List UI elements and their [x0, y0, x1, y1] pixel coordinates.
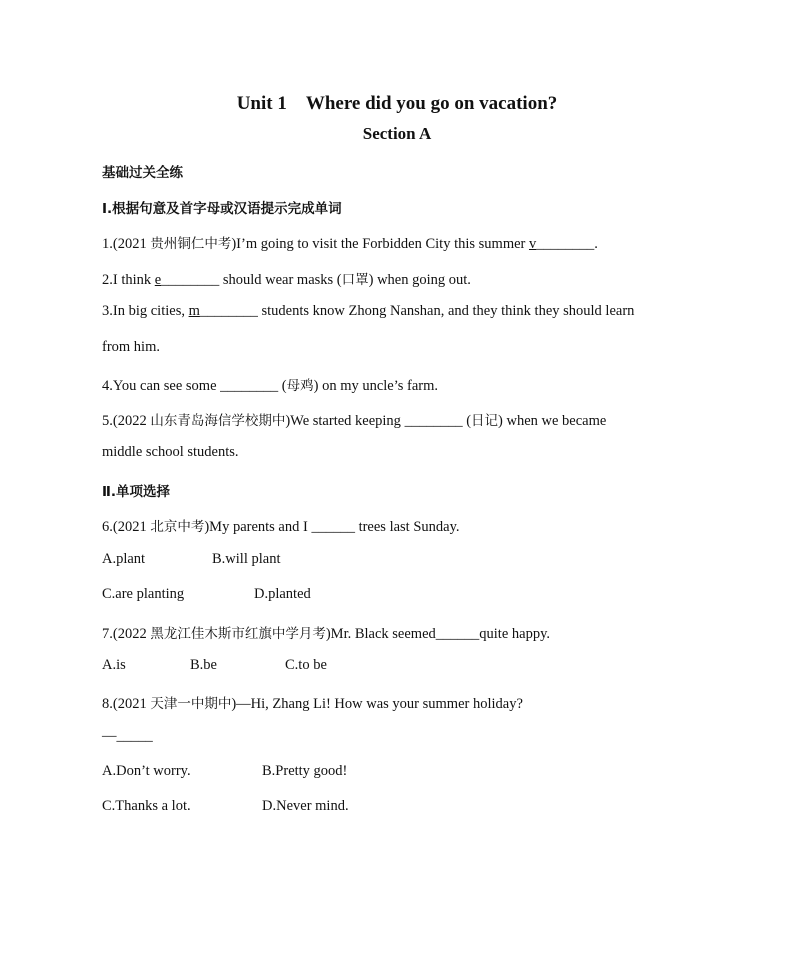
- question-2: 2.I think e________ should wear masks (口罩) when going out.: [102, 272, 471, 288]
- answer-blank[interactable]: ________: [536, 236, 595, 252]
- hint-letter: v: [528, 236, 537, 252]
- question-5: 5.(2022 山东青岛海信学校期中)We started keeping ________ (日记) when we became: [102, 413, 607, 429]
- option-d[interactable]: D.Never mind.: [262, 798, 349, 814]
- answer-blank[interactable]: ________: [220, 378, 279, 394]
- option-a[interactable]: A.Don’t worry.: [102, 763, 191, 779]
- question-source: 北京中考: [150, 519, 205, 535]
- question-source: 贵州铜仁中考: [150, 236, 232, 252]
- answer-blank[interactable]: ________: [404, 413, 463, 429]
- question-source: 黑龙江佳木斯市红旗中学月考: [150, 626, 326, 642]
- question-6: 6.(2021 北京中考)My parents and I ______ trees last Sunday.: [102, 519, 460, 535]
- chinese-hint: 母鸡: [286, 378, 314, 394]
- answer-blank[interactable]: ______: [311, 519, 355, 535]
- option-a[interactable]: A.plant: [102, 551, 146, 567]
- part2-heading: Ⅱ.单项选择: [102, 484, 171, 500]
- option-b[interactable]: B.be: [190, 657, 217, 673]
- question-source: 山东青岛海信学校期中: [150, 413, 286, 429]
- question-7: 7.(2022 黑龙江佳木斯市红旗中学月考)Mr. Black seemed______quite happy.: [102, 626, 551, 642]
- hint-letter: m: [188, 303, 200, 319]
- answer-blank[interactable]: ______: [435, 626, 480, 642]
- page-title: Unit 1 Where did you go on vacation?: [236, 93, 558, 114]
- question-3-continued: from him.: [102, 339, 160, 355]
- answer-blank[interactable]: ________: [199, 303, 258, 319]
- option-a[interactable]: A.is: [102, 657, 126, 673]
- part1-heading: Ⅰ.根据句意及首字母或汉语提示完成单词: [102, 201, 342, 217]
- hint-letter: e: [154, 272, 162, 288]
- answer-blank[interactable]: —_____: [102, 728, 153, 744]
- option-c[interactable]: C.are planting: [102, 586, 185, 602]
- question-6-options-ab: [102, 551, 280, 568]
- question-source: 天津一中期中: [150, 696, 232, 712]
- section-subtitle: Section A: [362, 124, 432, 143]
- question-8: 8.(2021 天津一中期中)—Hi, Zhang Li! How was your summer holiday?: [102, 696, 523, 712]
- section-heading: 基础过关全练: [102, 165, 183, 181]
- option-d[interactable]: D.planted: [254, 586, 311, 602]
- question-7-options: [102, 657, 327, 674]
- option-c[interactable]: C.to be: [285, 657, 327, 673]
- question-4: 4.You can see some ________ (母鸡) on my uncle’s farm.: [102, 378, 439, 394]
- question-5-continued: middle school students.: [102, 444, 239, 460]
- option-c[interactable]: C.Thanks a lot.: [102, 798, 191, 814]
- question-3: 3.In big cities, m________ students know Zhong Nanshan, and they think they should learn: [102, 303, 635, 319]
- chinese-hint: 口罩: [341, 272, 369, 288]
- question-8-options-cd: [102, 798, 349, 815]
- option-b[interactable]: B.Pretty good!: [262, 763, 348, 779]
- chinese-hint: 日记: [471, 413, 499, 429]
- answer-blank[interactable]: ________: [161, 272, 220, 288]
- option-b[interactable]: B.will plant: [212, 551, 281, 567]
- question-1: 1.(2021 贵州铜仁中考)I’m going to visit the Forbidden City this summer v________.: [102, 236, 598, 252]
- question-8-options-ab: [102, 763, 347, 780]
- question-6-options-cd: [102, 586, 311, 603]
